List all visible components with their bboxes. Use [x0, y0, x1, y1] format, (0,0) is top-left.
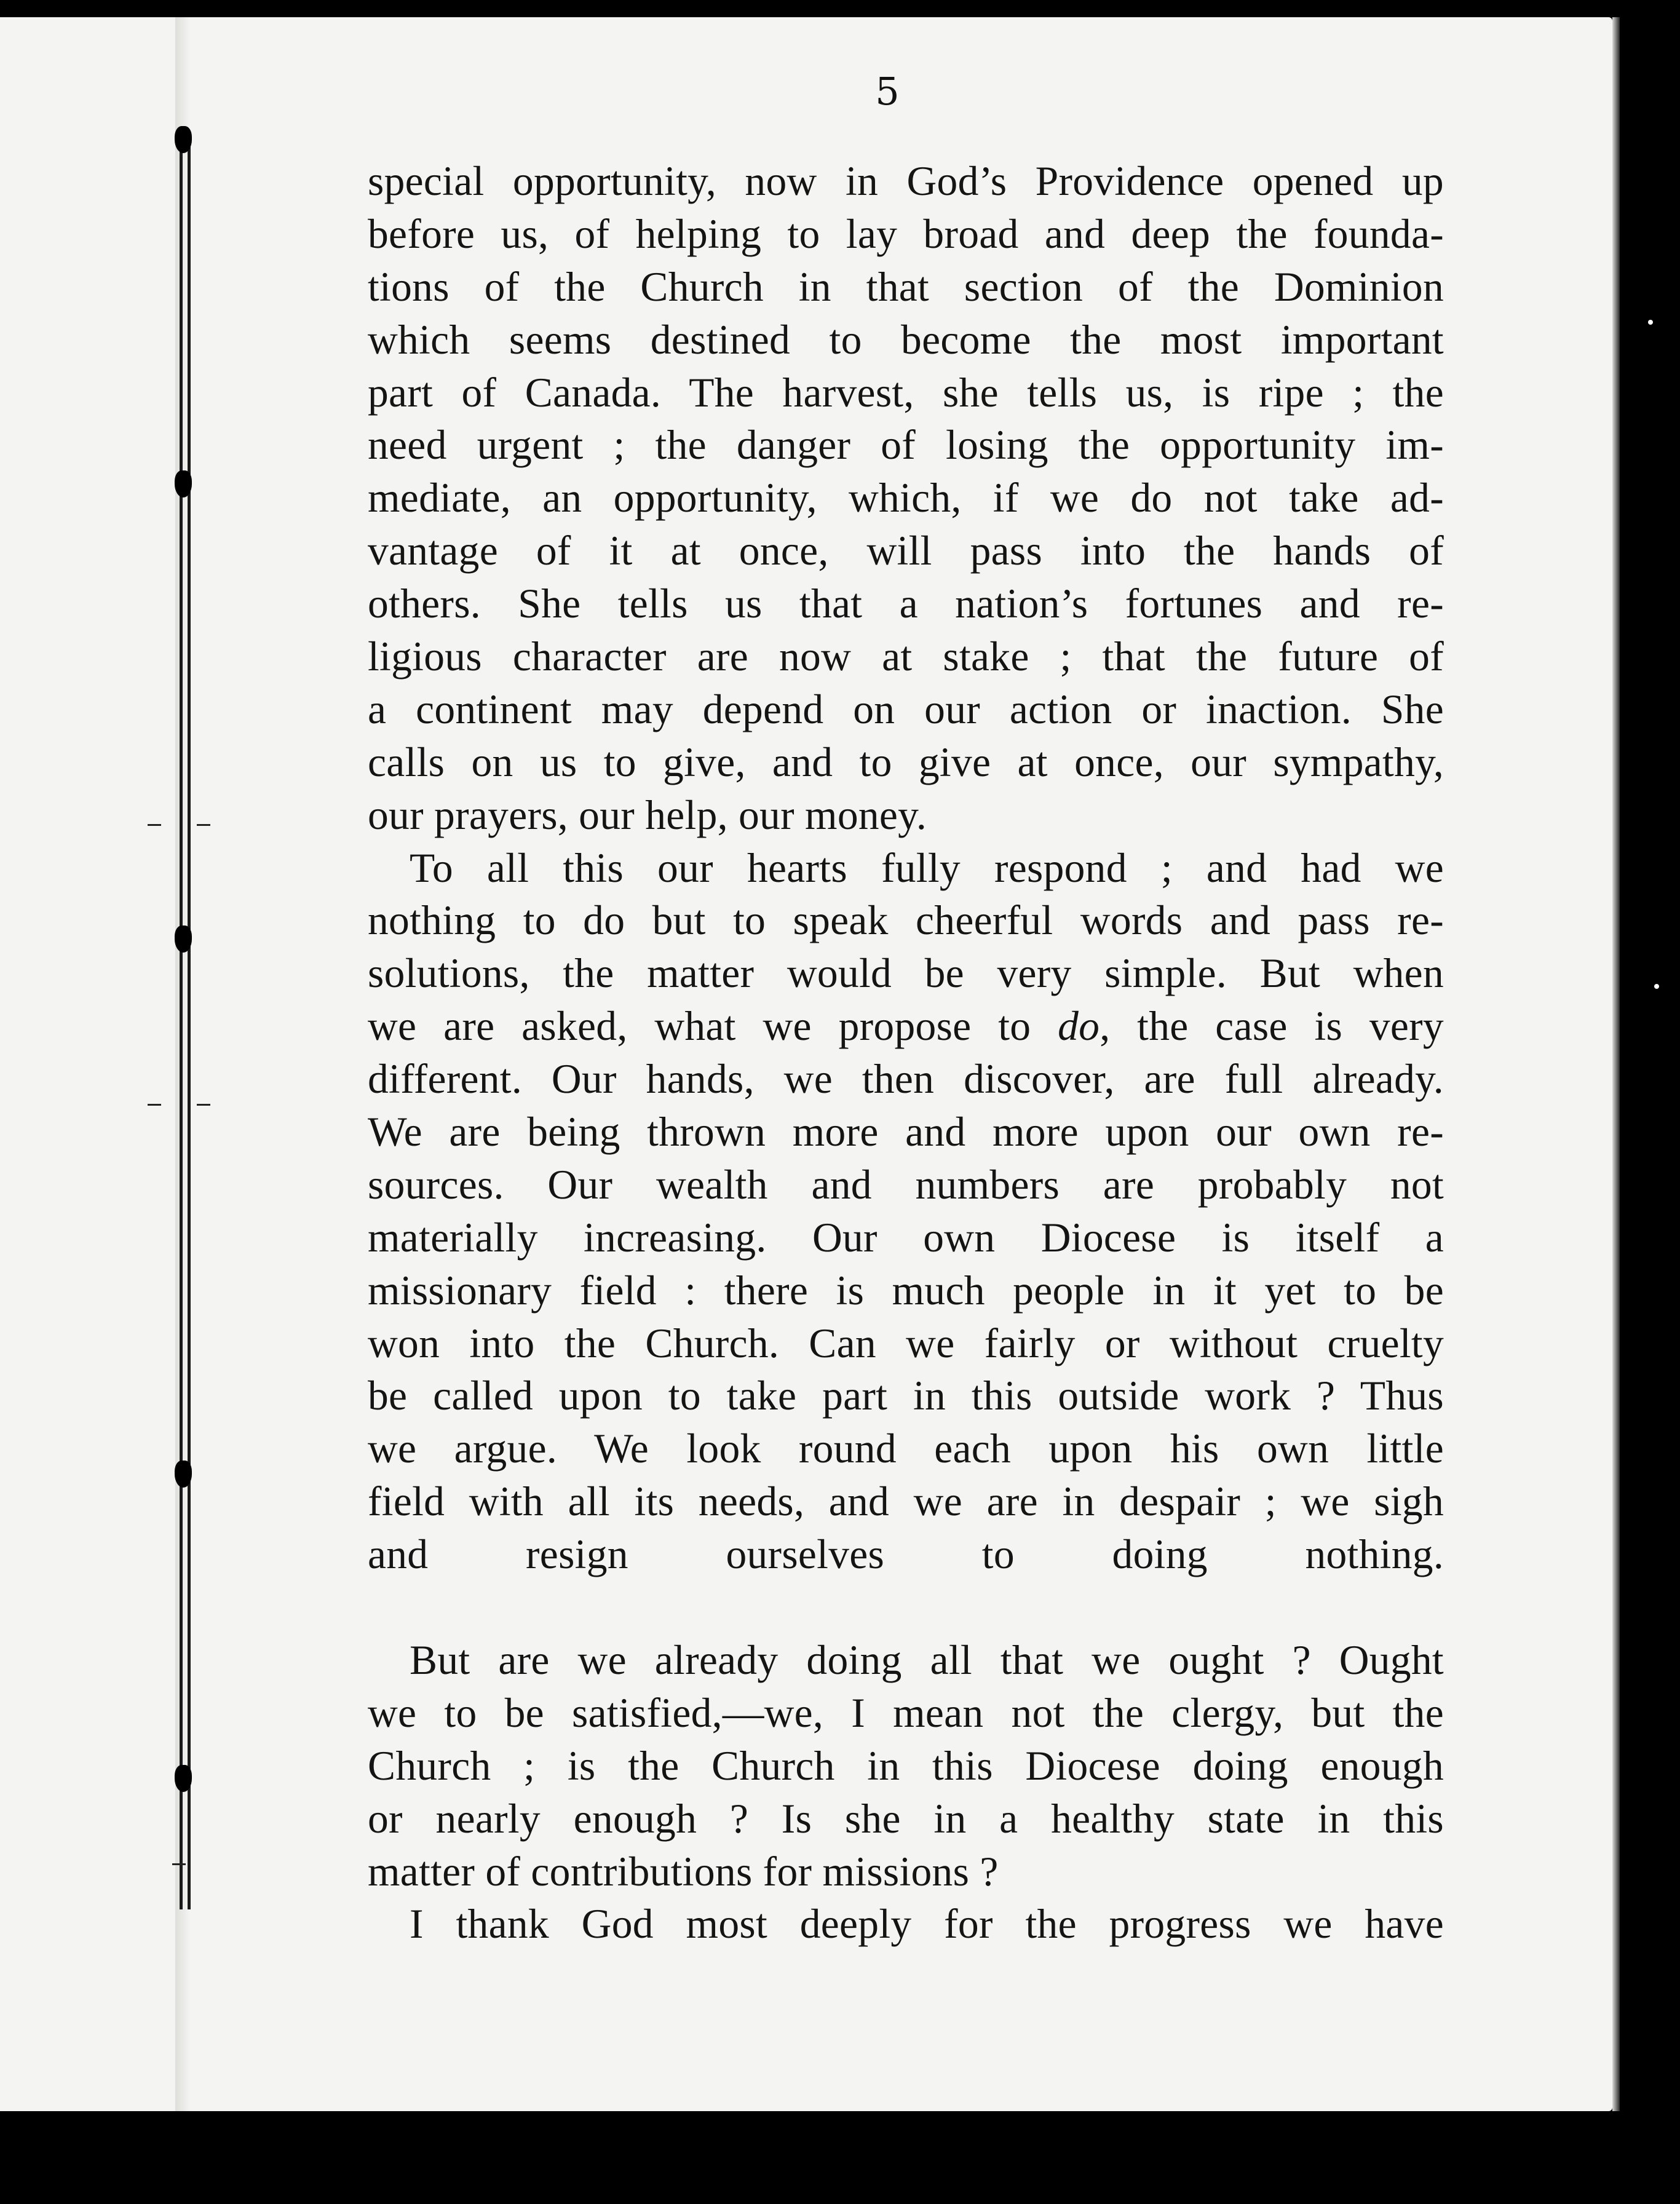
page-number: 5: [875, 69, 900, 114]
binding-thread: [180, 132, 183, 1909]
margin-mark: [148, 824, 161, 826]
binding-stitch: [175, 1765, 192, 1792]
text-line: ligious character are now at stake ; that the future of: [368, 633, 1444, 680]
paragraph-1: [368, 155, 1444, 842]
margin-mark: [197, 824, 210, 826]
text-line: won into the Church. Can we fairly or without cruelty: [368, 1320, 1444, 1366]
text-line: We are being thrown more and more upon our own re-: [368, 1109, 1444, 1156]
text-line: or nearly enough ? Is she in a healthy state in this: [368, 1795, 1444, 1842]
margin-mark: [172, 1863, 186, 1865]
scan-speck: [1631, 566, 1641, 578]
binding-stitch: [175, 470, 192, 497]
text-line: nothing to do but to speak cheerful words and pass re-: [368, 897, 1444, 944]
text-line: But are we already doing all that we ought ? Ought: [410, 1636, 1444, 1683]
text-line: our prayers, our help, our money.: [368, 791, 927, 838]
text-fragment: , the case is very: [1100, 1003, 1444, 1050]
text-line: part of Canada. The harvest, she tells us, is ripe ; the: [368, 369, 1444, 416]
page-right-edge: [1612, 17, 1620, 2111]
text-line: special opportunity, now in God’s Providence opened up: [368, 158, 1444, 204]
text-line: [368, 1000, 1444, 1053]
binding-stitch: [175, 1461, 192, 1488]
text-line: we argue. We look round each upon his own little: [368, 1425, 1444, 1472]
text-line: be called upon to take part in this outside work ? Thus: [368, 1373, 1444, 1419]
text-line: sources. Our wealth and numbers are probably not: [368, 1161, 1444, 1208]
binding-stitch: [175, 126, 192, 153]
text-line: field with all its needs, and we are in despair ; we sigh: [368, 1478, 1444, 1525]
margin-mark: [197, 1104, 210, 1106]
paragraph-4: [368, 1898, 1444, 1951]
binding-stitch: [175, 926, 192, 953]
binding-thread: [188, 132, 191, 1909]
text-line: a continent may depend on our action or inaction. She: [368, 686, 1444, 732]
text-line: matter of contributions for missions ?: [368, 1848, 999, 1895]
text-line: mediate, an opportunity, which, if we do not take ad-: [368, 475, 1444, 521]
text-line: materially increasing. Our own Diocese is itself a: [368, 1214, 1444, 1261]
text-line: need urgent ; the danger of losing the opportunity im-: [368, 422, 1444, 469]
paragraph-3: [368, 1634, 1444, 1898]
text-line: I thank God most deeply for the progress we have: [410, 1901, 1444, 1948]
text-fragment: we are asked, what we propose to: [368, 1003, 1058, 1050]
text-line: which seems destined to become the most important: [368, 316, 1444, 363]
text-line: [368, 1581, 1444, 1634]
paragraph-2: [368, 842, 1444, 1634]
text-line: calls on us to give, and to give at once, our sympathy,: [368, 739, 1444, 785]
text-line: different. Our hands, we then discover, are full already.: [368, 1056, 1444, 1103]
text-line: we to be satisfied,—we, I mean not the clergy, but the: [368, 1689, 1444, 1736]
text-line: To all this our hearts fully respond ; and had we: [410, 844, 1444, 891]
scan-speck: [1654, 984, 1659, 989]
text-line: missionary field : there is much people in it yet to be: [368, 1267, 1444, 1314]
text-line: tions of the Church in that section of the Dominion: [368, 263, 1444, 310]
text-line: and resign ourselves to doing nothing.: [368, 1531, 1444, 1578]
margin-mark: [148, 1104, 161, 1106]
emphasis-text: do: [1058, 1003, 1100, 1050]
text-line: solutions, the matter would be very simple. But when: [368, 950, 1444, 997]
text-line: Church ; is the Church in this Diocese doing enough: [368, 1742, 1444, 1789]
body-text: [368, 155, 1444, 1951]
text-line: before us, of helping to lay broad and deep the founda-: [368, 210, 1444, 257]
scan-speck: [1648, 320, 1653, 325]
text-line: vantage of it at once, will pass into the hands of: [368, 528, 1444, 574]
text-line: others. She tells us that a nation’s fortunes and re-: [368, 581, 1444, 627]
